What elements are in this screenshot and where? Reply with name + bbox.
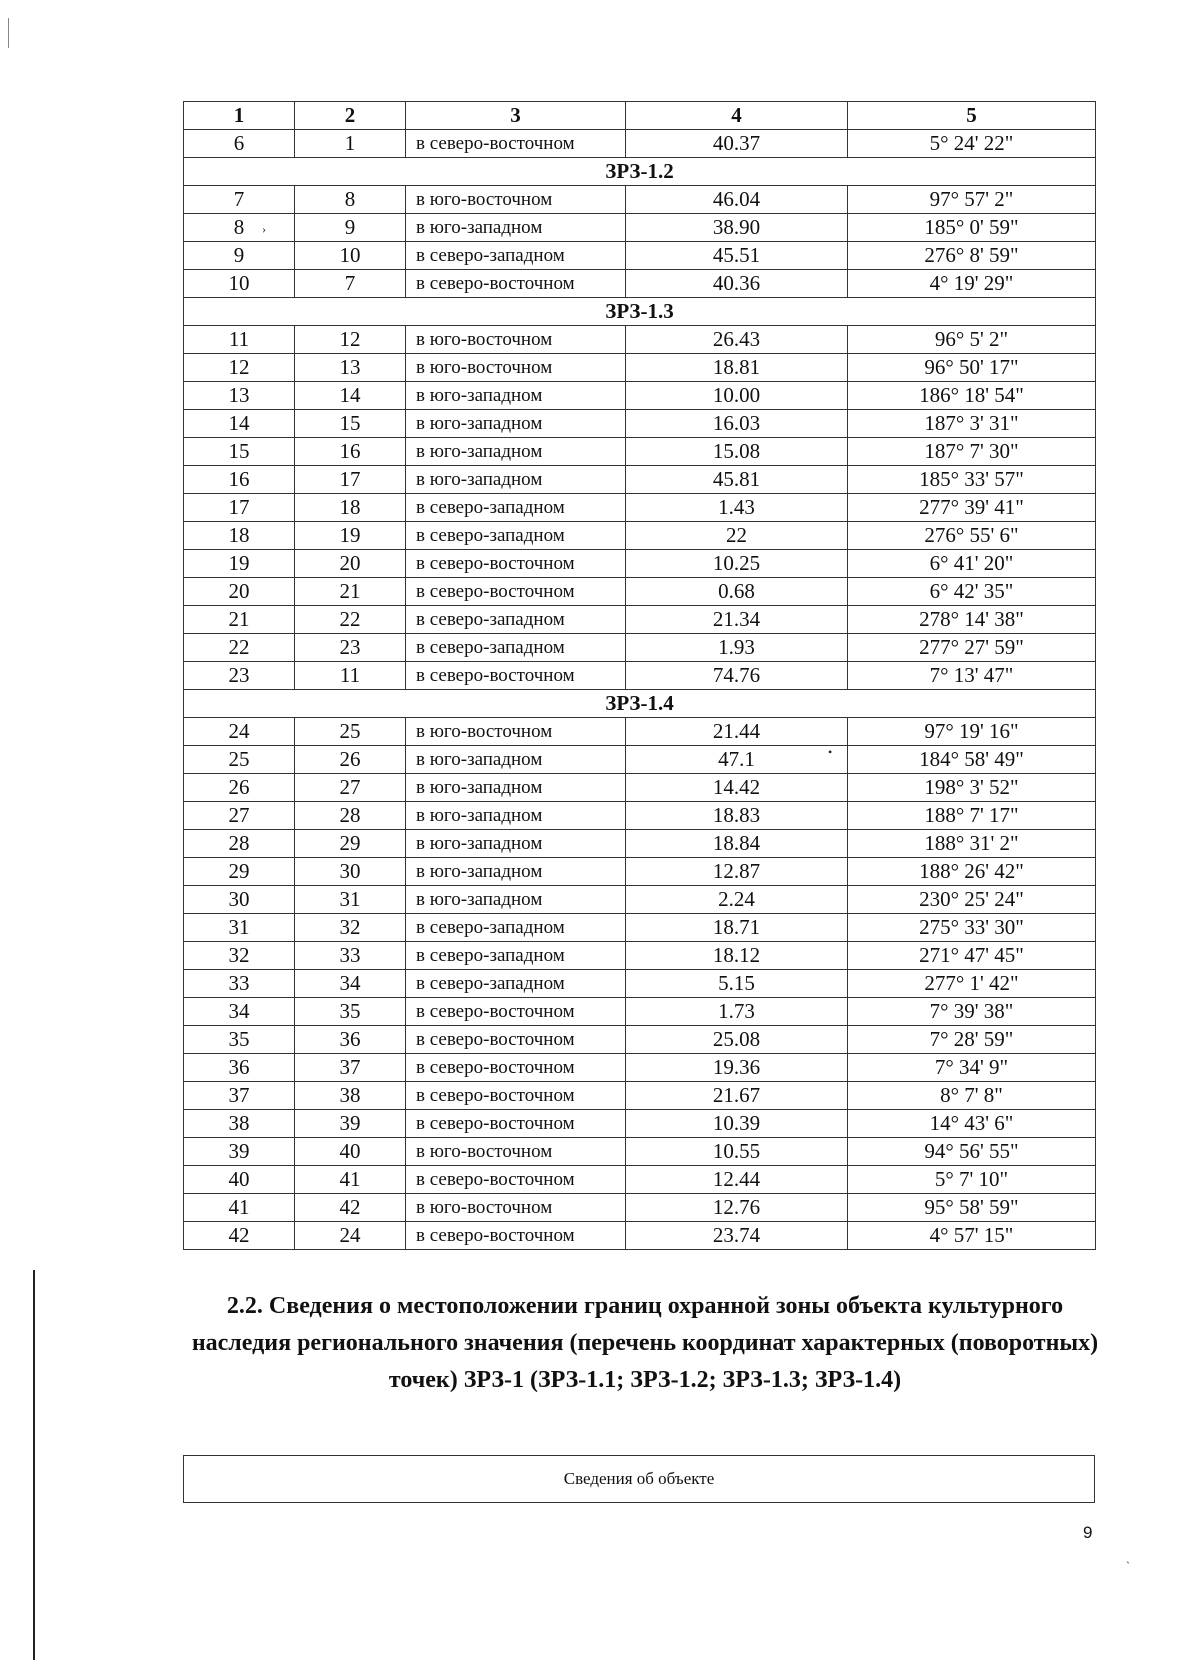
angle-cell: 185° 33' 57": [848, 466, 1096, 494]
angle-cell: 96° 50' 17": [848, 354, 1096, 382]
point-to-cell: 38: [295, 1082, 406, 1110]
point-to-cell: 12: [295, 326, 406, 354]
direction-cell: в северо-восточном: [406, 1110, 626, 1138]
header-cell: 3: [406, 102, 626, 130]
table-row: [184, 494, 1096, 522]
point-to-cell: 34: [295, 970, 406, 998]
table-row: [184, 634, 1096, 662]
section-heading: 2.2. Сведения о местоположении границ охранной зоны объекта культурного наследия регионального значения (перечень координат характерных (поворотных) точек) ЗРЗ-1 (ЗРЗ-1.1; ЗРЗ-1.2; ЗРЗ-1.3; ЗРЗ-1.4): [191, 1293, 1099, 1393]
direction-cell: в юго-восточном: [406, 718, 626, 746]
direction-cell: в северо-восточном: [406, 1026, 626, 1054]
zone-label: ЗРЗ-1.3: [184, 298, 1096, 326]
header-cell: 2: [295, 102, 406, 130]
point-to-cell: 36: [295, 1026, 406, 1054]
point-from-cell: 11: [184, 326, 295, 354]
point-from-cell: 22: [184, 634, 295, 662]
point-to-cell: 30: [295, 858, 406, 886]
angle-cell: 7° 34' 9": [848, 1054, 1096, 1082]
table-row: [184, 606, 1096, 634]
length-cell: 10.39: [626, 1110, 848, 1138]
table-row: [184, 970, 1096, 998]
point-to-cell: 17: [295, 466, 406, 494]
point-from-cell: 30: [184, 886, 295, 914]
direction-cell: в юго-восточном: [406, 1138, 626, 1166]
table-row: [184, 1166, 1096, 1194]
point-from-cell: 40: [184, 1166, 295, 1194]
point-to-cell: 26: [295, 746, 406, 774]
table-row: [184, 662, 1096, 690]
point-to-cell: 42: [295, 1194, 406, 1222]
point-from-cell: 9: [184, 242, 295, 270]
table-row: [184, 718, 1096, 746]
direction-cell: в северо-восточном: [406, 270, 626, 298]
angle-cell: 96° 5' 2": [848, 326, 1096, 354]
point-from-cell: 13: [184, 382, 295, 410]
direction-cell: в юго-западном: [406, 466, 626, 494]
point-to-cell: 28: [295, 802, 406, 830]
table-row: [184, 354, 1096, 382]
angle-cell: 187° 7' 30": [848, 438, 1096, 466]
point-from-cell: 33: [184, 970, 295, 998]
direction-cell: в северо-восточном: [406, 998, 626, 1026]
angle-cell: 5° 7' 10": [848, 1166, 1096, 1194]
point-to-cell: 8: [295, 186, 406, 214]
length-cell: 21.44: [626, 718, 848, 746]
point-from-cell: 24: [184, 718, 295, 746]
table-row: [184, 914, 1096, 942]
point-to-cell: 21: [295, 578, 406, 606]
length-cell: 45.51: [626, 242, 848, 270]
angle-cell: 198° 3' 52": [848, 774, 1096, 802]
angle-cell: 276° 55' 6": [848, 522, 1096, 550]
angle-cell: 277° 1' 42": [848, 970, 1096, 998]
point-from-cell: 18: [184, 522, 295, 550]
direction-cell: в северо-восточном: [406, 1222, 626, 1250]
table-row: [184, 1110, 1096, 1138]
angle-cell: 7° 28' 59": [848, 1026, 1096, 1054]
length-cell: 10.55: [626, 1138, 848, 1166]
length-cell: 38.90: [626, 214, 848, 242]
point-from-cell: 38: [184, 1110, 295, 1138]
direction-cell: в северо-восточном: [406, 550, 626, 578]
scan-speck: ›: [262, 222, 266, 236]
length-cell: 46.04: [626, 186, 848, 214]
zone-label: ЗРЗ-1.4: [184, 690, 1096, 718]
table-row: [184, 886, 1096, 914]
table-row: [184, 242, 1096, 270]
header-cell: 5: [848, 102, 1096, 130]
point-to-cell: 22: [295, 606, 406, 634]
angle-cell: 8° 7' 8": [848, 1082, 1096, 1110]
angle-cell: 276° 8' 59": [848, 242, 1096, 270]
point-to-cell: 9: [295, 214, 406, 242]
table-row: [184, 578, 1096, 606]
table-row: [184, 270, 1096, 298]
scan-speck: ˏ: [1126, 1550, 1130, 1564]
point-from-cell: 14: [184, 410, 295, 438]
info-box: [183, 1455, 1095, 1503]
direction-cell: в северо-восточном: [406, 578, 626, 606]
point-from-cell: 37: [184, 1082, 295, 1110]
angle-cell: 7° 13' 47": [848, 662, 1096, 690]
point-to-cell: 1: [295, 130, 406, 158]
info-box-label: Сведения об объекте: [563, 1469, 715, 1488]
angle-cell: 187° 3' 31": [848, 410, 1096, 438]
point-from-cell: 31: [184, 914, 295, 942]
length-cell: 40.36: [626, 270, 848, 298]
point-to-cell: 37: [295, 1054, 406, 1082]
table-row: [184, 186, 1096, 214]
direction-cell: в юго-западном: [406, 214, 626, 242]
direction-cell: в юго-западном: [406, 830, 626, 858]
direction-cell: в северо-восточном: [406, 130, 626, 158]
length-cell: 21.67: [626, 1082, 848, 1110]
table-row: [184, 1026, 1096, 1054]
point-to-cell: 16: [295, 438, 406, 466]
table-row: [184, 382, 1096, 410]
table-row: [184, 522, 1096, 550]
point-from-cell: 41: [184, 1194, 295, 1222]
point-to-cell: 14: [295, 382, 406, 410]
point-from-cell: 26: [184, 774, 295, 802]
direction-cell: в юго-восточном: [406, 1194, 626, 1222]
angle-cell: 94° 56' 55": [848, 1138, 1096, 1166]
point-to-cell: 31: [295, 886, 406, 914]
header-cell: 1: [184, 102, 295, 130]
length-cell: 12.76: [626, 1194, 848, 1222]
point-from-cell: 16: [184, 466, 295, 494]
angle-cell: 184° 58' 49": [848, 746, 1096, 774]
angle-cell: 278° 14' 38": [848, 606, 1096, 634]
angle-cell: 230° 25' 24": [848, 886, 1096, 914]
page-number: 9: [1083, 1523, 1093, 1542]
length-cell: 21.34: [626, 606, 848, 634]
point-to-cell: 10: [295, 242, 406, 270]
length-cell: 45.81: [626, 466, 848, 494]
zone-row: [184, 690, 1096, 718]
length-cell: 18.83: [626, 802, 848, 830]
point-from-cell: 15: [184, 438, 295, 466]
angle-cell: 188° 7' 17": [848, 802, 1096, 830]
length-cell: 10.00: [626, 382, 848, 410]
table-row: [184, 1194, 1096, 1222]
table-row: [184, 746, 1096, 774]
point-to-cell: 7: [295, 270, 406, 298]
direction-cell: в северо-западном: [406, 606, 626, 634]
point-to-cell: 13: [295, 354, 406, 382]
point-from-cell: 35: [184, 1026, 295, 1054]
length-cell: 18.81: [626, 354, 848, 382]
length-cell: 0.68: [626, 578, 848, 606]
length-cell: 14.42: [626, 774, 848, 802]
point-to-cell: 25: [295, 718, 406, 746]
direction-cell: в северо-западном: [406, 242, 626, 270]
point-from-cell: 39: [184, 1138, 295, 1166]
point-from-cell: 20: [184, 578, 295, 606]
table-row: [184, 550, 1096, 578]
table-row: [184, 1222, 1096, 1250]
angle-cell: 185° 0' 59": [848, 214, 1096, 242]
direction-cell: в северо-западном: [406, 522, 626, 550]
point-to-cell: 35: [295, 998, 406, 1026]
angle-cell: 97° 19' 16": [848, 718, 1096, 746]
direction-cell: в северо-восточном: [406, 1082, 626, 1110]
point-to-cell: 40: [295, 1138, 406, 1166]
length-cell: 23.74: [626, 1222, 848, 1250]
point-from-cell: 28: [184, 830, 295, 858]
angle-cell: 4° 19' 29": [848, 270, 1096, 298]
point-from-cell: 8: [184, 214, 295, 242]
direction-cell: в юго-западном: [406, 746, 626, 774]
length-cell: 26.43: [626, 326, 848, 354]
length-cell: 16.03: [626, 410, 848, 438]
angle-cell: 5° 24' 22": [848, 130, 1096, 158]
point-to-cell: 27: [295, 774, 406, 802]
point-from-cell: 19: [184, 550, 295, 578]
point-from-cell: 23: [184, 662, 295, 690]
table-row: [184, 438, 1096, 466]
table-header-row: [184, 102, 1096, 130]
direction-cell: в юго-западном: [406, 858, 626, 886]
table-row: [184, 830, 1096, 858]
angle-cell: 186° 18' 54": [848, 382, 1096, 410]
direction-cell: в северо-западном: [406, 494, 626, 522]
length-cell: 1.93: [626, 634, 848, 662]
point-to-cell: 29: [295, 830, 406, 858]
angle-cell: 275° 33' 30": [848, 914, 1096, 942]
zone-row: [184, 298, 1096, 326]
length-cell: 22: [626, 522, 848, 550]
length-cell: 12.87: [626, 858, 848, 886]
point-from-cell: 10: [184, 270, 295, 298]
direction-cell: в юго-западном: [406, 438, 626, 466]
angle-cell: 271° 47' 45": [848, 942, 1096, 970]
table-row: [184, 466, 1096, 494]
table-row: [184, 1138, 1096, 1166]
table-row: [184, 998, 1096, 1026]
direction-cell: в северо-западном: [406, 914, 626, 942]
point-to-cell: 41: [295, 1166, 406, 1194]
scan-speck: •: [828, 745, 833, 759]
table-row: [184, 942, 1096, 970]
direction-cell: в северо-западном: [406, 970, 626, 998]
binding-line: [33, 1270, 35, 1660]
direction-cell: в северо-восточном: [406, 1054, 626, 1082]
direction-cell: в юго-западном: [406, 802, 626, 830]
table-row: [184, 410, 1096, 438]
point-from-cell: 34: [184, 998, 295, 1026]
length-cell: 1.43: [626, 494, 848, 522]
length-cell: 18.71: [626, 914, 848, 942]
table-row: [184, 1054, 1096, 1082]
table-row: [184, 130, 1096, 158]
table-row: [184, 802, 1096, 830]
point-to-cell: 33: [295, 942, 406, 970]
scan-margin-mark: [8, 18, 9, 48]
direction-cell: в северо-восточном: [406, 662, 626, 690]
point-from-cell: 36: [184, 1054, 295, 1082]
length-cell: 2.24: [626, 886, 848, 914]
angle-cell: 14° 43' 6": [848, 1110, 1096, 1138]
point-to-cell: 23: [295, 634, 406, 662]
direction-cell: в юго-западном: [406, 774, 626, 802]
point-to-cell: 39: [295, 1110, 406, 1138]
angle-cell: 95° 58' 59": [848, 1194, 1096, 1222]
length-cell: 19.36: [626, 1054, 848, 1082]
angle-cell: 6° 41' 20": [848, 550, 1096, 578]
length-cell: 18.84: [626, 830, 848, 858]
point-from-cell: 7: [184, 186, 295, 214]
length-cell: 25.08: [626, 1026, 848, 1054]
table-row: [184, 858, 1096, 886]
point-to-cell: 24: [295, 1222, 406, 1250]
length-cell: 12.44: [626, 1166, 848, 1194]
header-cell: 4: [626, 102, 848, 130]
point-to-cell: 11: [295, 662, 406, 690]
direction-cell: в юго-западном: [406, 382, 626, 410]
length-cell: 18.12: [626, 942, 848, 970]
angle-cell: 7° 39' 38": [848, 998, 1096, 1026]
point-to-cell: 15: [295, 410, 406, 438]
point-to-cell: 19: [295, 522, 406, 550]
direction-cell: в юго-западном: [406, 410, 626, 438]
point-to-cell: 32: [295, 914, 406, 942]
boundary-points-table: [183, 101, 1096, 1250]
length-cell: 15.08: [626, 438, 848, 466]
angle-cell: 188° 26' 42": [848, 858, 1096, 886]
point-from-cell: 27: [184, 802, 295, 830]
direction-cell: в северо-западном: [406, 634, 626, 662]
length-cell: 47.1: [626, 746, 848, 774]
point-from-cell: 17: [184, 494, 295, 522]
point-to-cell: 18: [295, 494, 406, 522]
direction-cell: в северо-западном: [406, 942, 626, 970]
table-row: [184, 774, 1096, 802]
length-cell: 74.76: [626, 662, 848, 690]
point-from-cell: 12: [184, 354, 295, 382]
length-cell: 5.15: [626, 970, 848, 998]
direction-cell: в юго-восточном: [406, 186, 626, 214]
direction-cell: в юго-восточном: [406, 354, 626, 382]
point-from-cell: 25: [184, 746, 295, 774]
table-row: [184, 214, 1096, 242]
table-row: [184, 1082, 1096, 1110]
point-from-cell: 6: [184, 130, 295, 158]
point-from-cell: 29: [184, 858, 295, 886]
direction-cell: в юго-восточном: [406, 326, 626, 354]
angle-cell: 4° 57' 15": [848, 1222, 1096, 1250]
point-from-cell: 32: [184, 942, 295, 970]
point-to-cell: 20: [295, 550, 406, 578]
table-row: [184, 326, 1096, 354]
direction-cell: в юго-западном: [406, 886, 626, 914]
table-body: [184, 102, 1096, 1250]
point-from-cell: 42: [184, 1222, 295, 1250]
length-cell: 10.25: [626, 550, 848, 578]
zone-row: [184, 158, 1096, 186]
angle-cell: 97° 57' 2": [848, 186, 1096, 214]
point-from-cell: 21: [184, 606, 295, 634]
zone-label: ЗРЗ-1.2: [184, 158, 1096, 186]
angle-cell: 277° 27' 59": [848, 634, 1096, 662]
length-cell: 40.37: [626, 130, 848, 158]
angle-cell: 6° 42' 35": [848, 578, 1096, 606]
direction-cell: в северо-восточном: [406, 1166, 626, 1194]
length-cell: 1.73: [626, 998, 848, 1026]
angle-cell: 277° 39' 41": [848, 494, 1096, 522]
angle-cell: 188° 31' 2": [848, 830, 1096, 858]
